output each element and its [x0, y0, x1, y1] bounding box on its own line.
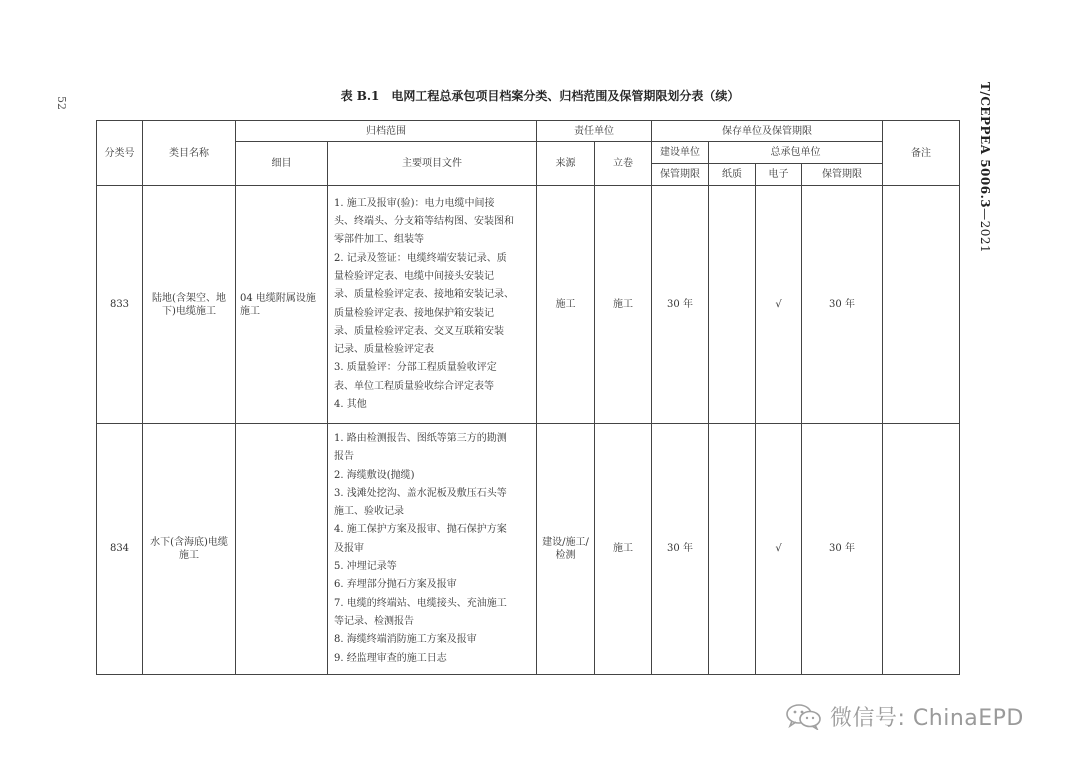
cell-source: 建设/施工/检测	[537, 424, 595, 675]
header-source: 来源	[537, 142, 595, 186]
file-line: 1. 路由检测报告、图纸等第三方的勘测	[334, 433, 507, 444]
cell-category: 水下(含海底)电缆施工	[143, 424, 236, 675]
header-category: 类目名称	[143, 121, 236, 186]
file-line: 5. 冲埋记录等	[334, 561, 397, 573]
file-line: 施工、验收记录	[334, 506, 404, 518]
file-line: 6. 弃埋部分抛石方案及报审	[334, 579, 457, 591]
header-scope: 归档范围	[236, 121, 537, 142]
standard-year: —2021	[978, 208, 992, 254]
cell-remarks	[883, 186, 960, 424]
file-line: 质量检验评定表、接地保护箱安装记	[334, 307, 494, 319]
cell-builder-period: 30 年	[652, 186, 709, 424]
file-line: 3. 浅滩处挖沟、盖水泥板及敷压石头等	[334, 487, 507, 499]
file-line: 7. 电缆的终端站、电缆接头、充油施工	[334, 597, 507, 609]
archive-table	[96, 120, 960, 675]
header-detail: 细目	[236, 142, 328, 186]
header-code: 分类号	[97, 121, 143, 186]
standard-number	[978, 82, 992, 253]
page-number: 52	[55, 96, 68, 110]
cell-source: 施工	[537, 186, 595, 424]
cell-detail	[236, 424, 328, 675]
cell-filing: 施工	[595, 186, 652, 424]
header-storage: 保存单位及保管期限	[652, 121, 883, 142]
cell-builder-period: 30 年	[652, 424, 709, 675]
cell-main-files	[328, 186, 537, 424]
header-row-1	[97, 121, 960, 142]
cell-paper	[709, 424, 756, 675]
table-number: 表 B.1	[340, 89, 380, 103]
header-responsible: 责任单位	[537, 121, 652, 142]
cell-remarks	[883, 424, 960, 675]
file-line: 零部件加工、组装等	[334, 234, 424, 246]
table-row	[97, 186, 960, 424]
watermark-text: 微信号: ChinaEPD	[830, 705, 1024, 731]
file-line: 表、单位工程质量验收综合评定表等	[334, 380, 494, 392]
standard-code: T/CEPPEA 5006.3	[978, 82, 992, 209]
table-caption: 电网工程总承包项目档案分类、归档范围及保管期限划分表（续）	[391, 89, 740, 103]
file-line: 3. 质量验评：分部工程质量验收评定	[334, 362, 497, 374]
file-line: 量检验评定表、电缆中间接头安装记	[334, 270, 494, 282]
cell-category: 陆地(含架空、地下)电缆施工	[143, 186, 236, 424]
table-row	[97, 424, 960, 675]
file-line: 等记录、检测报告	[334, 615, 414, 627]
cell-filing: 施工	[595, 424, 652, 675]
header-builder-period: 保管期限	[652, 164, 709, 186]
wechat-icon	[784, 702, 824, 730]
cell-contractor-period: 30 年	[802, 186, 883, 424]
header-contractor: 总承包单位	[709, 142, 883, 164]
header-paper: 纸质	[709, 164, 756, 186]
header-main-files: 主要项目文件	[328, 142, 537, 186]
watermark	[784, 700, 1024, 732]
table-title	[0, 87, 1080, 104]
file-line: 4. 施工保护方案及报审、抛石保护方案	[334, 524, 507, 536]
cell-contractor-period: 30 年	[802, 424, 883, 675]
header-remarks: 备注	[883, 121, 960, 186]
file-line: 报告	[334, 451, 354, 463]
cell-main-files	[328, 424, 537, 675]
file-line: 2. 记录及签证：电缆终端安装记录、质	[334, 252, 507, 264]
file-line: 2. 海缆敷设(抛缆)	[334, 469, 415, 481]
header-builder: 建设单位	[652, 142, 709, 164]
file-line: 记录、质量检验评定表	[334, 344, 434, 356]
file-line: 头、终端头、分支箱等结构图、安装图和	[334, 216, 514, 228]
cell-paper	[709, 186, 756, 424]
cell-code: 834	[97, 424, 143, 675]
header-filing: 立卷	[595, 142, 652, 186]
file-line: 8. 海缆终端消防施工方案及报审	[334, 634, 477, 646]
header-electronic: 电子	[756, 164, 802, 186]
file-line: 9. 经监理审查的施工日志	[334, 652, 447, 664]
header-contractor-period: 保管期限	[802, 164, 883, 186]
cell-detail: 04 电缆附属设施施工	[236, 186, 328, 424]
cell-code: 833	[97, 186, 143, 424]
file-line: 4. 其他	[334, 398, 367, 410]
cell-electronic: √	[756, 424, 802, 675]
file-line: 录、质量检验评定表、接地箱安装记录、	[334, 289, 514, 301]
cell-electronic: √	[756, 186, 802, 424]
file-line: 1. 施工及报审(验)：电力电缆中间接	[334, 197, 495, 209]
file-line: 及报审	[334, 542, 364, 554]
file-line: 录、质量检验评定表、交叉互联箱安装	[334, 325, 504, 337]
